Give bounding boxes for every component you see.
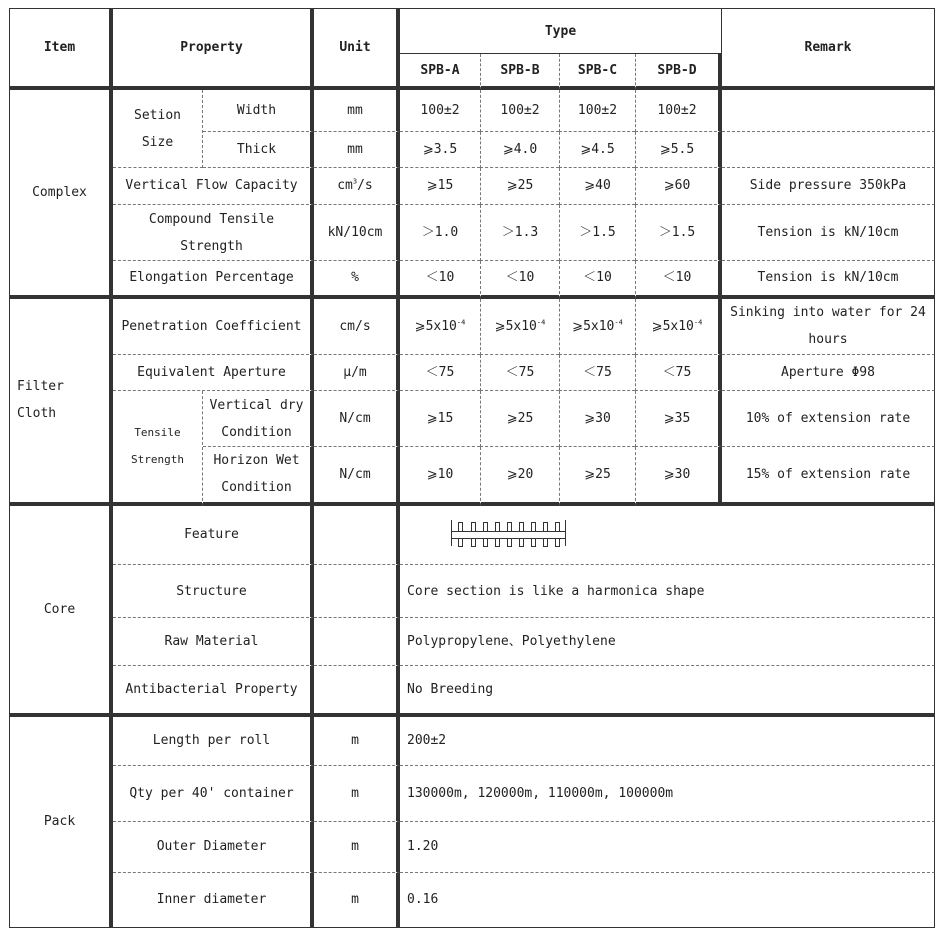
aperture-remark: Aperture Φ98 (722, 355, 935, 391)
width-remark (722, 90, 935, 131)
aperture-unit: μ/m (314, 355, 400, 391)
core-raw-row (9, 618, 935, 666)
complex-width-row (9, 90, 935, 131)
type-spb-b: SPB-B (480, 54, 559, 90)
raw-material-value: Polypropylene、Polyethylene (400, 618, 935, 666)
width-value: 100±2 (559, 90, 635, 131)
antibacterial-value: No Breeding (400, 666, 935, 716)
penetration-value (400, 299, 480, 355)
horizon-wet-value: ⩾20 (480, 447, 559, 505)
outer-diameter-value: 1.20 (400, 822, 935, 872)
complex-elongation-row (9, 261, 935, 298)
width-value: 100±2 (480, 90, 559, 131)
vertical-dry-value: ⩾15 (400, 391, 480, 447)
penetration-value-base: ⩾5x10 (494, 318, 537, 334)
aperture-value: ＜75 (559, 355, 635, 391)
horizon-wet-value: ⩾10 (400, 447, 480, 505)
flow-value: ⩾15 (400, 168, 480, 205)
penetration-value-base: ⩾5x10 (414, 318, 457, 334)
penetration-value-exp: -4 (536, 318, 546, 327)
aperture-value: ＜75 (400, 355, 480, 391)
qty-label: Qty per 40' container (113, 766, 314, 822)
penetration-value (635, 299, 722, 355)
compound-tensile-label: Compound Tensile Strength (113, 205, 314, 261)
width-unit: mm (314, 90, 400, 131)
pack-qty-row (9, 766, 935, 822)
thick-unit: mm (314, 132, 400, 168)
penetration-value-exp: -4 (693, 318, 703, 327)
structure-label: Structure (113, 565, 314, 618)
penetration-value-base: ⩾5x10 (572, 318, 615, 334)
inner-diameter-value: 0.16 (400, 873, 935, 928)
qty-unit: m (314, 766, 400, 822)
qty-value: 130000m, 120000m, 110000m, 100000m (400, 766, 935, 822)
width-label: Width (203, 90, 314, 131)
filter-cloth-item: Filter Cloth (9, 299, 113, 506)
inner-diameter-unit: m (314, 873, 400, 928)
antibacterial-label: Antibacterial Property (113, 666, 314, 716)
vertical-dry-value: ⩾30 (559, 391, 635, 447)
header-row (9, 8, 935, 54)
type-spb-a: SPB-A (400, 54, 480, 90)
complex-flow-row (9, 168, 935, 205)
header-type: Type (400, 8, 722, 54)
spec-table-container (9, 8, 935, 928)
header-item: Item (9, 8, 113, 90)
thick-remark (722, 132, 935, 168)
flow-unit-tail: /s (357, 178, 373, 194)
tensile-strength-label: Tensile Strength (113, 391, 203, 506)
length-value: 200±2 (400, 717, 935, 766)
flow-remark: Side pressure 350kPa (722, 168, 935, 205)
flow-unit (314, 168, 400, 205)
harmonica-core-icon (450, 519, 640, 551)
compound-tensile-value: ＞1.0 (400, 205, 480, 261)
horizon-wet-value: ⩾30 (635, 447, 722, 505)
filter-penetration-row (9, 299, 935, 355)
elongation-label: Elongation Percentage (113, 261, 314, 298)
pack-length-row (9, 717, 935, 766)
vertical-dry-label: Vertical dry Condition (203, 391, 314, 447)
core-antibacterial-row (9, 666, 935, 716)
penetration-remark: Sinking into water for 24 hours (722, 299, 935, 355)
horizon-wet-unit: N/cm (314, 447, 400, 505)
horizon-wet-remark: 15% of extension rate (722, 447, 935, 505)
raw-material-unit (314, 618, 400, 666)
penetration-value-exp: -4 (456, 318, 466, 327)
elongation-unit: % (314, 261, 400, 298)
thick-value: ⩾4.0 (480, 132, 559, 168)
vertical-dry-remark: 10% of extension rate (722, 391, 935, 447)
penetration-value-exp: -4 (614, 318, 623, 327)
complex-item: Complex (9, 90, 113, 298)
flow-label: Vertical Flow Capacity (113, 168, 314, 205)
vertical-dry-unit: N/cm (314, 391, 400, 447)
type-spb-d: SPB-D (635, 54, 722, 90)
complex-tensile-row (9, 205, 935, 261)
elongation-value: ＜10 (559, 261, 635, 298)
pack-inner-row (9, 873, 935, 928)
thick-label: Thick (203, 132, 314, 168)
horizon-wet-label: Horizon Wet Condition (203, 447, 314, 505)
compound-tensile-unit: kN/10cm (314, 205, 400, 261)
vertical-dry-value: ⩾25 (480, 391, 559, 447)
elongation-value: ＜10 (635, 261, 722, 298)
horizon-wet-value: ⩾25 (559, 447, 635, 505)
length-label: Length per roll (113, 717, 314, 766)
elongation-value: ＜10 (480, 261, 559, 298)
feature-label: Feature (113, 506, 314, 565)
inner-diameter-label: Inner diameter (113, 873, 314, 928)
length-unit: m (314, 717, 400, 766)
compound-tensile-remark: Tension is kN/10cm (722, 205, 935, 261)
raw-material-label: Raw Material (113, 618, 314, 666)
flow-unit-sup: 3 (352, 178, 358, 187)
elongation-remark: Tension is kN/10cm (722, 261, 935, 298)
aperture-label: Equivalent Aperture (113, 355, 314, 391)
core-item: Core (9, 506, 113, 717)
compound-tensile-value: ＞1.3 (480, 205, 559, 261)
thick-value: ⩾5.5 (635, 132, 722, 168)
flow-value: ⩾25 (480, 168, 559, 205)
core-feature-row (9, 506, 935, 565)
width-value: 100±2 (635, 90, 722, 131)
penetration-label: Penetration Coefficient (113, 299, 314, 355)
penetration-unit: cm/s (314, 299, 400, 355)
outer-diameter-label: Outer Diameter (113, 822, 314, 872)
feature-value (400, 506, 935, 565)
penetration-value (559, 299, 635, 355)
filter-aperture-row (9, 355, 935, 391)
core-structure-row (9, 565, 935, 618)
header-unit: Unit (314, 8, 400, 90)
pack-item: Pack (9, 717, 113, 928)
elongation-value: ＜10 (400, 261, 480, 298)
penetration-value-base: ⩾5x10 (651, 318, 694, 334)
antibacterial-unit (314, 666, 400, 716)
vertical-dry-value: ⩾35 (635, 391, 722, 447)
aperture-value: ＜75 (635, 355, 722, 391)
structure-value: Core section is like a harmonica shape (400, 565, 935, 618)
header-remark: Remark (722, 8, 935, 90)
compound-tensile-value: ＞1.5 (635, 205, 722, 261)
section-size-label: Setion Size (113, 90, 203, 167)
flow-unit-base: cm (337, 178, 353, 194)
header-property: Property (113, 8, 314, 90)
penetration-value (480, 299, 559, 355)
structure-unit (314, 565, 400, 618)
outer-diameter-unit: m (314, 822, 400, 872)
compound-tensile-value: ＞1.5 (559, 205, 635, 261)
width-value: 100±2 (400, 90, 480, 131)
filter-vertical-row (9, 391, 935, 447)
feature-unit (314, 506, 400, 565)
spec-table (9, 8, 935, 928)
thick-value: ⩾4.5 (559, 132, 635, 168)
pack-outer-row (9, 822, 935, 872)
type-spb-c: SPB-C (559, 54, 635, 90)
flow-value: ⩾40 (559, 168, 635, 205)
flow-value: ⩾60 (635, 168, 722, 205)
thick-value: ⩾3.5 (400, 132, 480, 168)
aperture-value: ＜75 (480, 355, 559, 391)
